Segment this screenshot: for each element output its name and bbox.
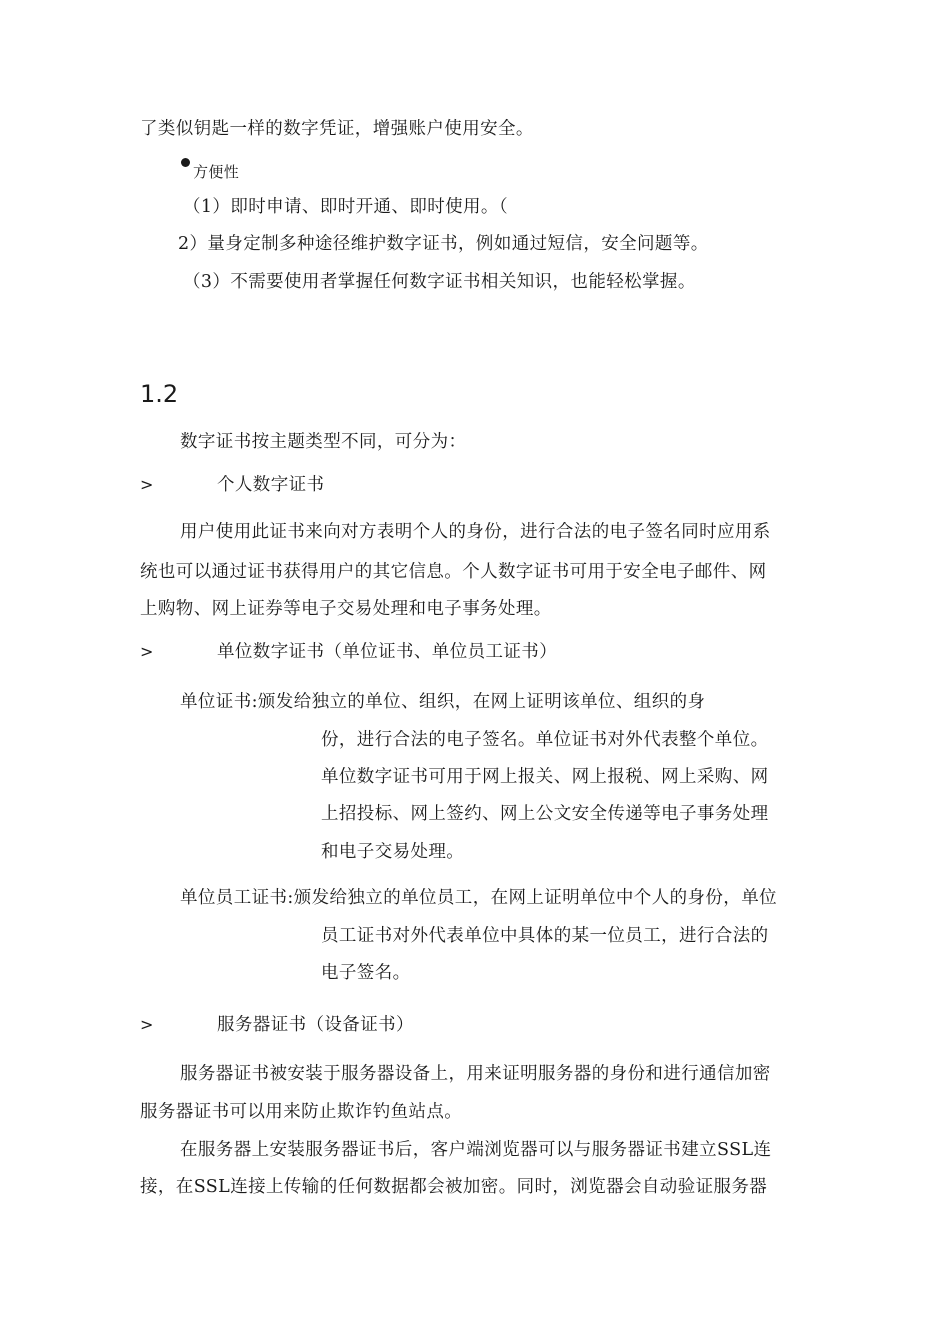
paragraph-line: 数字证书按主题类型不同，可分为： — [180, 432, 467, 452]
paragraph-line: 上招投标、网上签约、网上公文安全传递等电子事务处理 — [321, 804, 769, 824]
arrow-bullet-icon: > — [140, 475, 154, 494]
list-item: （1）即时申请、即时开通、即时使用。（ — [183, 197, 508, 217]
paragraph-line: 单位员工证书:颁发给独立的单位员工，在网上证明单位中个人的身份，单位 — [180, 888, 777, 908]
section-heading: 1.2 — [140, 380, 179, 408]
list-item: （3）不需要使用者掌握任何数字证书相关知识，也能轻松掌握。 — [183, 272, 696, 292]
paragraph-line: 员工证书对外代表单位中具体的某一位员工，进行合法的 — [321, 926, 769, 946]
paragraph-line: 份，进行合法的电子签名。单位证书对外代表整个单位。 — [321, 730, 769, 750]
list-item-title: 服务器证书（设备证书） — [217, 1015, 414, 1035]
paragraph-line: 电子签名。 — [321, 963, 411, 983]
list-item-title: 单位数字证书（单位证书、单位员工证书） — [217, 642, 558, 662]
paragraph-line: 单位证书:颁发给独立的单位、组织，在网上证明该单位、组织的身 — [180, 692, 706, 712]
paragraph-line: 上购物、网上证券等电子交易处理和电子事务处理。 — [140, 599, 552, 619]
list-item: 2）量身定制多种途径维护数字证书，例如通过短信，安全问题等。 — [178, 234, 709, 254]
paragraph-line: 和电子交易处理。 — [321, 842, 465, 862]
paragraph-line: 接，在SSL连接上传输的任何数据都会被加密。同时，浏览器会自动验证服务器 — [140, 1177, 768, 1197]
paragraph-line: 统也可以通过证书获得用户的其它信息。个人数字证书可用于安全电子邮件、网 — [140, 562, 767, 582]
paragraph-line: 单位数字证书可用于网上报关、网上报税、网上采购、网 — [321, 767, 769, 787]
paragraph-line: 了类似钥匙一样的数字凭证，增强账户使用安全。 — [140, 119, 534, 139]
paragraph-line: 服务器证书可以用来防止欺诈钓鱼站点。 — [140, 1102, 463, 1122]
arrow-bullet-icon: > — [140, 1015, 154, 1034]
bullet-icon — [181, 158, 190, 167]
paragraph-line: 在服务器上安装服务器证书后，客户端浏览器可以与服务器证书建立SSL连 — [180, 1140, 772, 1160]
list-item-title: 个人数字证书 — [217, 475, 325, 495]
paragraph-line: 用户使用此证书来向对方表明个人的身份，进行合法的电子签名同时应用系 — [180, 522, 771, 542]
bullet-label: 方便性 — [193, 163, 240, 181]
arrow-bullet-icon: > — [140, 642, 154, 661]
paragraph-line: 服务器证书被安装于服务器设备上，用来证明服务器的身份和进行通信加密 — [180, 1064, 771, 1084]
